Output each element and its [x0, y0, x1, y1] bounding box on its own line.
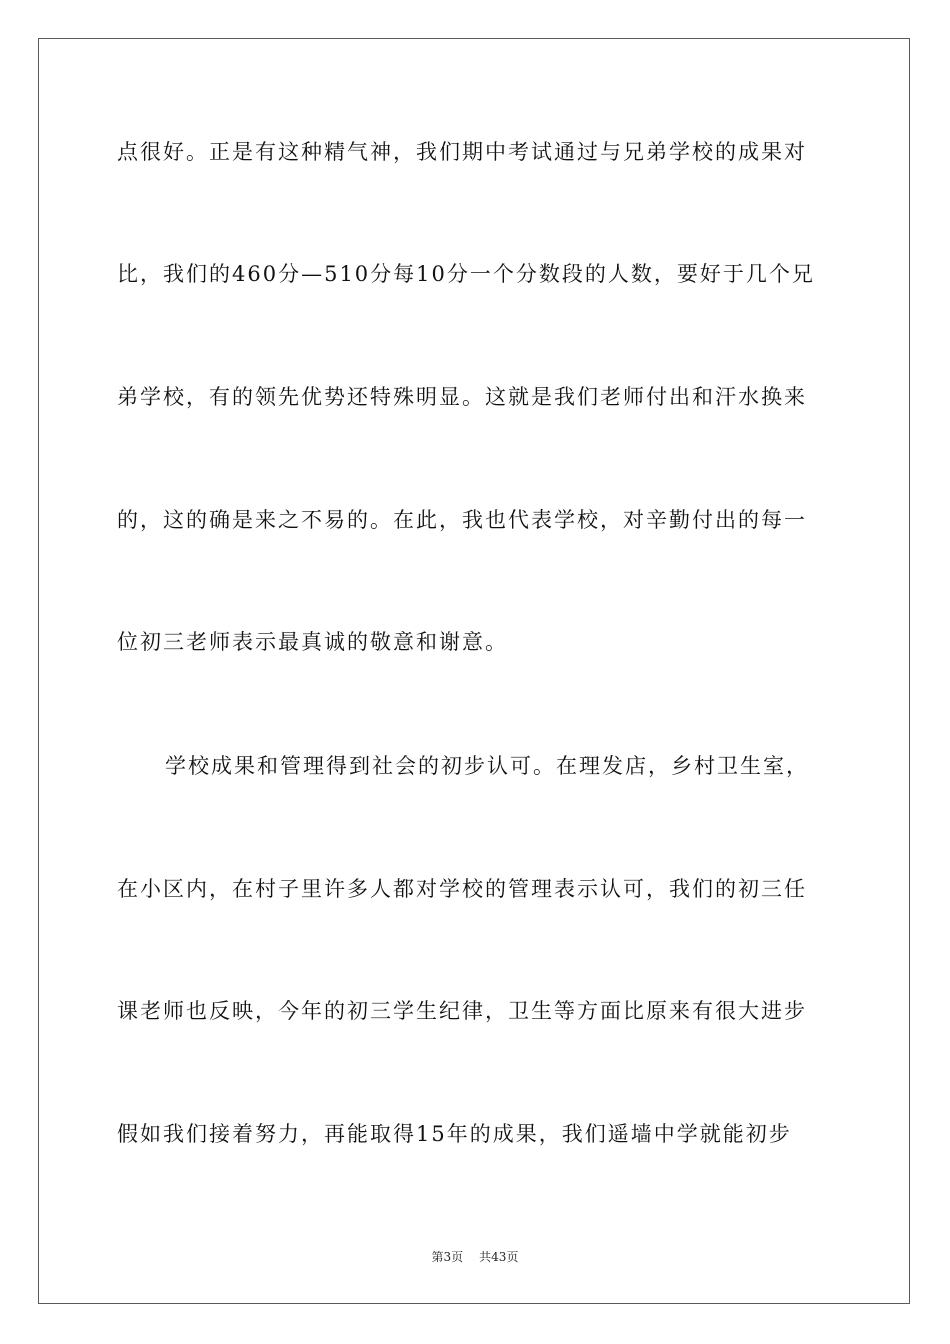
paragraph-line-6: 学校成果和管理得到社会的初步认可。在理发店，乡村卫生室， — [165, 754, 809, 778]
paragraph-line-5: 位初三老师表示最真诚的敬意和谢意。 — [117, 630, 508, 654]
paragraph-line-4: 的，这的确是来之不易的。在此，我也代表学校，对辛勤付出的每一 — [117, 508, 807, 532]
paragraph-line-9: 假如我们接着努力，再能取得15年的成果，我们遥墙中学就能初步 — [117, 1122, 792, 1146]
paragraph-line-7: 在小区内，在村子里许多人都对学校的管理表示认可，我们的初三任 — [117, 877, 807, 901]
paragraph-line-2: 比，我们的460分—510分每10分一个分数段的人数，要好于几个兄 — [117, 262, 815, 286]
paragraph-line-1: 点很好。正是有这种精气神，我们期中考试通过与兄弟学校的成果对 — [117, 140, 807, 164]
page-total: 共43页 — [479, 1250, 519, 1264]
paragraph-line-8: 课老师也反映，今年的初三学生纪律，卫生等方面比原来有很大进步 — [117, 999, 807, 1023]
page-number: 第3页 — [431, 1250, 464, 1264]
paragraph-line-3: 弟学校，有的领先优势还特殊明显。这就是我们老师付出和汗水换来 — [117, 385, 807, 409]
page-frame — [38, 38, 910, 1304]
page-footer — [0, 1248, 950, 1265]
